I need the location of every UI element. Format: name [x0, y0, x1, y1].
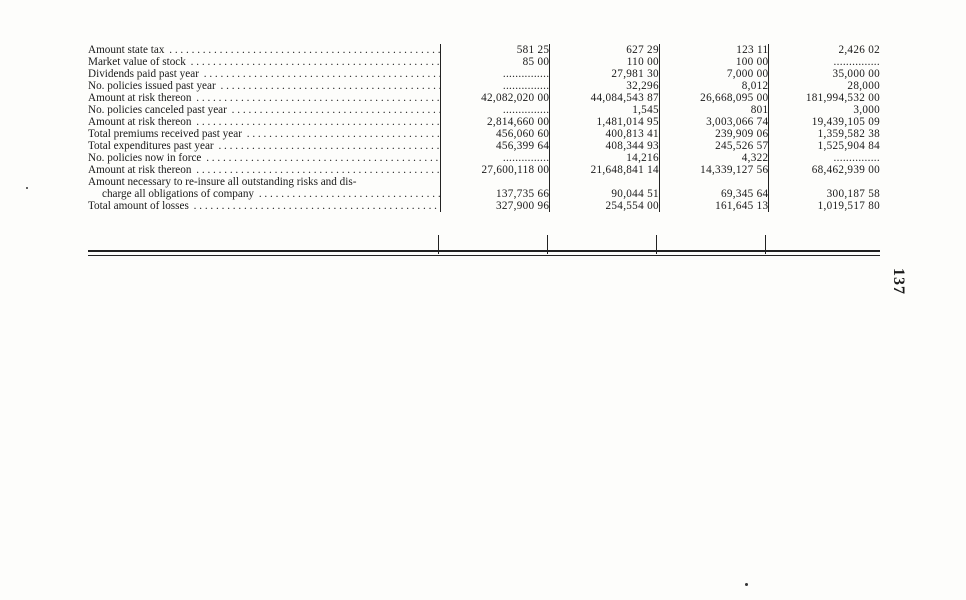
value-cell: 400,813 41: [550, 128, 660, 140]
row-label: Total expenditures past year: [88, 140, 214, 152]
value-cell: 35,000 00: [769, 68, 880, 80]
value-cell: 32,296: [550, 80, 660, 92]
value-cell: 1,019,517 80: [769, 200, 880, 212]
table-row: [88, 128, 880, 140]
row-label: No. policies now in force: [88, 152, 202, 164]
page-number: 137: [890, 268, 907, 295]
row-label-cell: [88, 128, 440, 140]
value-cell: [659, 176, 769, 188]
value-cell: ...............: [440, 152, 550, 164]
row-label-cell: [88, 164, 440, 176]
value-cell: 44,084,543 87: [550, 92, 660, 104]
value-cell: 408,344 93: [550, 140, 660, 152]
table-row: [88, 44, 880, 56]
leader-dots: [166, 44, 440, 56]
value-cell: 4,322: [659, 152, 769, 164]
value-cell: 627 29: [550, 44, 660, 56]
value-cell: [550, 176, 660, 188]
row-label: Total premiums received past year: [88, 128, 242, 140]
value-cell: 123 11: [659, 44, 769, 56]
value-cell: 100 00: [659, 56, 769, 68]
leader-dots: [203, 152, 440, 164]
table-row: [88, 80, 880, 92]
value-cell: ...............: [769, 152, 880, 164]
value-cell: 42,082,020 00: [440, 92, 550, 104]
value-cell: 21,648,841 14: [550, 164, 660, 176]
table-row: [88, 116, 880, 128]
value-cell: 327,900 96: [440, 200, 550, 212]
value-cell: ...............: [440, 68, 550, 80]
leader-dots: [193, 164, 440, 176]
value-cell: 28,000: [769, 80, 880, 92]
value-cell: 7,000 00: [659, 68, 769, 80]
value-cell: 1,545: [550, 104, 660, 116]
value-cell: 300,187 58: [769, 188, 880, 200]
row-label: Amount necessary to re-insure all outstanding risks and dis-: [88, 176, 357, 188]
leader-dots: [191, 200, 440, 212]
leader-dots: [256, 188, 440, 200]
ink-speck: [26, 187, 28, 189]
value-cell: 456,060 60: [440, 128, 550, 140]
row-label: Dividends paid past year: [88, 68, 199, 80]
row-label-cell: [88, 80, 440, 92]
table-row: [88, 92, 880, 104]
row-label: No. policies issued past year: [88, 80, 216, 92]
ink-speck: [745, 583, 748, 586]
leader-dots: [218, 80, 441, 92]
table-row: [88, 188, 880, 200]
value-cell: 161,645 13: [659, 200, 769, 212]
value-cell: 1,481,014 95: [550, 116, 660, 128]
value-cell: 1,359,582 38: [769, 128, 880, 140]
row-label: No. policies canceled past year: [88, 104, 227, 116]
table-row: [88, 68, 880, 80]
leader-dots: [201, 68, 440, 80]
row-label-cell: [88, 44, 440, 56]
value-cell: 1,525,904 84: [769, 140, 880, 152]
leader-dots: [193, 116, 440, 128]
value-cell: 3,003,066 74: [659, 116, 769, 128]
value-cell: 110 00: [550, 56, 660, 68]
value-cell: 2,814,660 00: [440, 116, 550, 128]
value-cell: 181,994,532 00: [769, 92, 880, 104]
row-label: Total amount of losses: [88, 200, 189, 212]
value-cell: [769, 176, 880, 188]
value-cell: 456,399 64: [440, 140, 550, 152]
row-label: Amount state tax: [88, 44, 165, 56]
value-cell: 27,981 30: [550, 68, 660, 80]
value-cell: ...............: [440, 104, 550, 116]
row-label: Amount at risk thereon: [88, 116, 192, 128]
value-cell: [440, 176, 550, 188]
double-rule-top: [88, 250, 880, 252]
value-cell: ...............: [769, 56, 880, 68]
value-cell: 69,345 64: [659, 188, 769, 200]
insurance-statement-table: [88, 44, 880, 212]
row-label-cell: [88, 68, 440, 80]
row-label-cell: [88, 176, 440, 188]
value-cell: 2,426 02: [769, 44, 880, 56]
value-cell: 801: [659, 104, 769, 116]
row-label-cell: [88, 92, 440, 104]
value-cell: 245,526 57: [659, 140, 769, 152]
leader-dots: [216, 140, 441, 152]
leader-dots: [193, 92, 440, 104]
table-row: [88, 152, 880, 164]
row-label: Market value of stock: [88, 56, 186, 68]
row-label-cell: [88, 152, 440, 164]
row-label-cell: [88, 116, 440, 128]
leader-dots: [229, 104, 440, 116]
row-label: Amount at risk thereon: [88, 92, 192, 104]
table-row: [88, 104, 880, 116]
row-label: Amount at risk thereon: [88, 164, 192, 176]
value-cell: 68,462,939 00: [769, 164, 880, 176]
value-cell: 90,044 51: [550, 188, 660, 200]
leader-dots: [188, 56, 440, 68]
table-row: [88, 56, 880, 68]
value-cell: 8,012: [659, 80, 769, 92]
value-cell: 239,909 06: [659, 128, 769, 140]
value-cell: 3,000: [769, 104, 880, 116]
row-label-cell: [88, 140, 440, 152]
value-cell: 254,554 00: [550, 200, 660, 212]
table-row: [88, 176, 880, 188]
table-row: [88, 164, 880, 176]
row-label-cell: [88, 104, 440, 116]
double-rule-bottom: [88, 255, 880, 256]
value-cell: 85 00: [440, 56, 550, 68]
row-label: charge all obligations of company: [88, 188, 256, 200]
table-row: [88, 200, 880, 212]
row-label-cell: [88, 188, 440, 200]
value-cell: 137,735 66: [440, 188, 550, 200]
value-cell: 14,339,127 56: [659, 164, 769, 176]
row-label-cell: [88, 200, 440, 212]
value-cell: 27,600,118 00: [440, 164, 550, 176]
table-row: [88, 140, 880, 152]
leader-dots: [244, 128, 440, 140]
value-cell: ...............: [440, 80, 550, 92]
value-cell: 581 25: [440, 44, 550, 56]
row-label-cell: [88, 56, 440, 68]
value-cell: 26,668,095 00: [659, 92, 769, 104]
value-cell: 19,439,105 09: [769, 116, 880, 128]
value-cell: 14,216: [550, 152, 660, 164]
